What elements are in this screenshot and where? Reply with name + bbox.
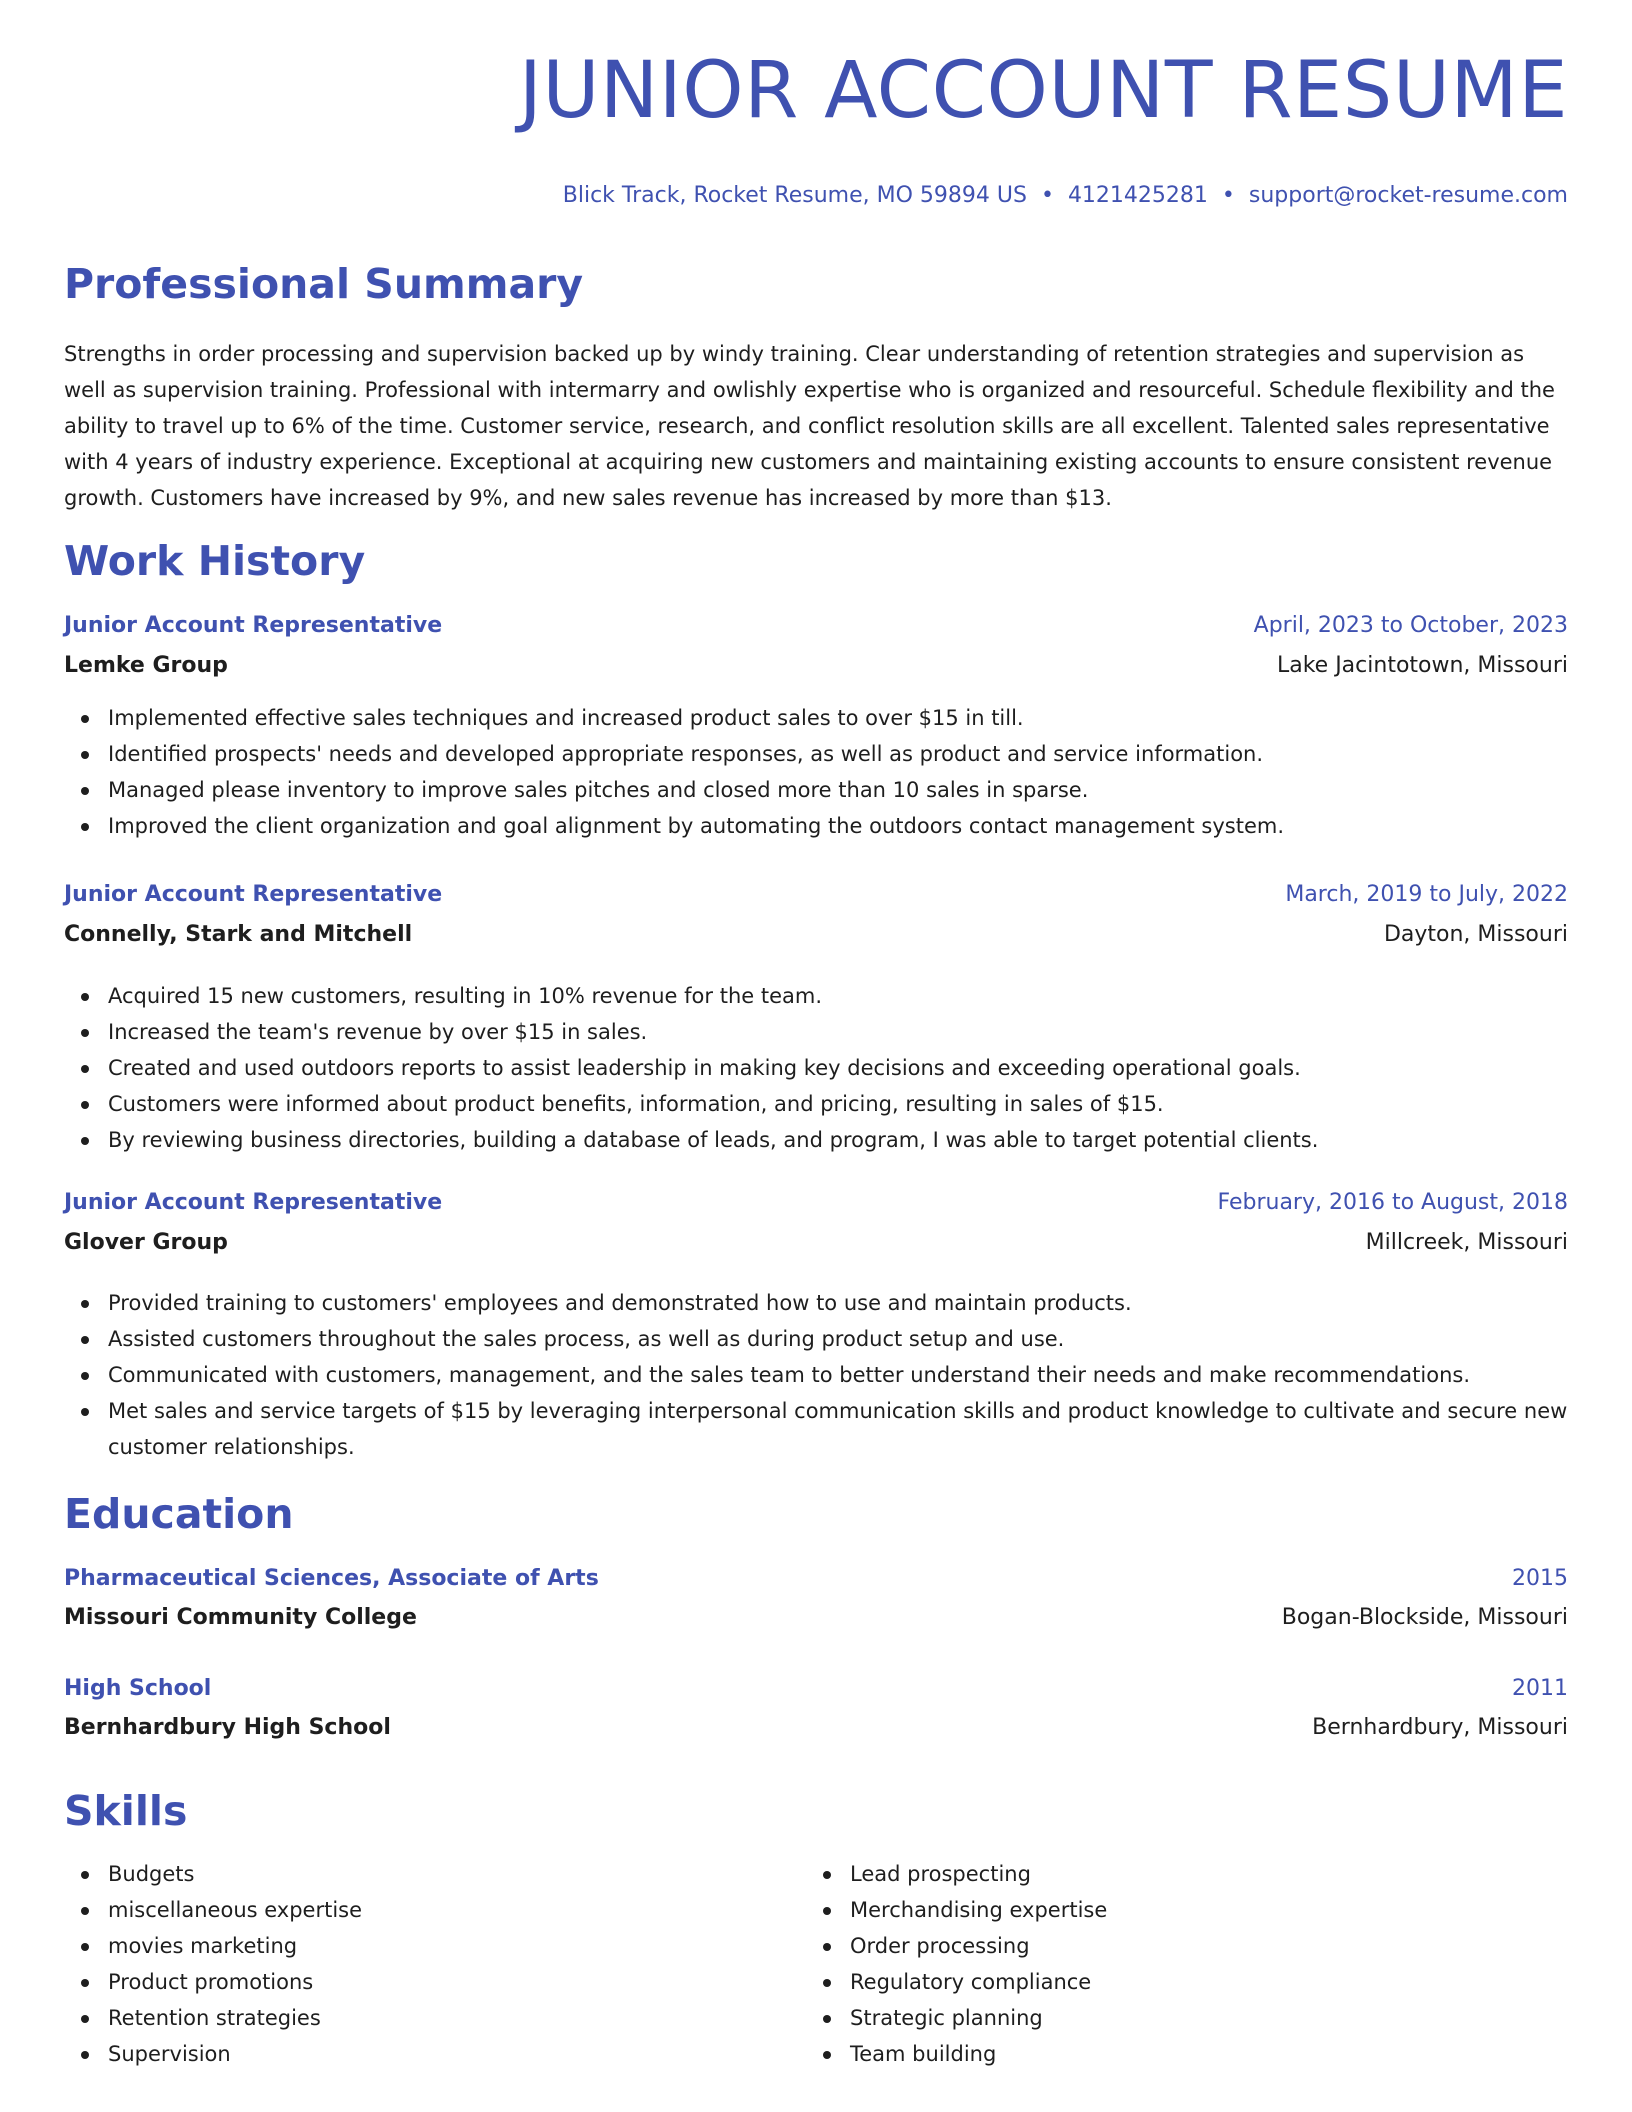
skill-item: Supervision bbox=[64, 2036, 764, 2072]
job-header bbox=[64, 611, 1568, 641]
skill-item: Regulatory compliance bbox=[806, 1964, 1506, 2000]
education-degree: High School bbox=[64, 1676, 212, 1701]
list-item: Managed please inventory to improve sales pitches and closed more than 10 sales in sparse. bbox=[64, 772, 1568, 808]
education-year: 2015 bbox=[1512, 1566, 1568, 1591]
list-item: Implemented effective sales techniques and increased product sales to over $15 in till. bbox=[64, 700, 1568, 736]
skill-item: Team building bbox=[806, 2036, 1506, 2072]
education-location: Bernhardbury, Missouri bbox=[1312, 1715, 1568, 1740]
job-employer bbox=[64, 920, 1568, 950]
skill-item: Budgets bbox=[64, 1856, 764, 1892]
contact-phone: 4121425281 bbox=[1067, 183, 1208, 208]
skill-item: movies marketing bbox=[64, 1928, 764, 1964]
contact-line bbox=[563, 183, 1568, 209]
list-item: Created and used outdoors reports to assist leadership in making key decisions and exceeding operational goals. bbox=[64, 1050, 1568, 1086]
job-company: Glover Group bbox=[64, 1230, 228, 1255]
summary-heading: Professional Summary bbox=[64, 260, 584, 308]
list-item: Increased the team's revenue by over $15 in sales. bbox=[64, 1014, 1568, 1050]
job-bullets bbox=[64, 700, 1568, 844]
contact-address: Blick Track, Rocket Resume, MO 59894 US bbox=[562, 183, 1027, 208]
list-item: Improved the client organization and goal alignment by automating the outdoors contact management system. bbox=[64, 808, 1568, 844]
list-item: Assisted customers throughout the sales process, as well as during product setup and use. bbox=[64, 1321, 1568, 1357]
list-item: Customers were informed about product benefits, information, and pricing, resulting in sales of $15. bbox=[64, 1086, 1568, 1122]
list-item: Provided training to customers' employees and demonstrated how to use and maintain products. bbox=[64, 1285, 1568, 1321]
contact-separator: • bbox=[1221, 183, 1235, 208]
job-dates: February, 2016 to August, 2018 bbox=[1217, 1190, 1568, 1215]
job-role: Junior Account Representative bbox=[64, 613, 443, 638]
skill-item: Merchandising expertise bbox=[806, 1892, 1506, 1928]
job-bullets bbox=[64, 978, 1568, 1158]
job-header bbox=[64, 1188, 1568, 1218]
job-header bbox=[64, 880, 1568, 910]
job-employer bbox=[64, 651, 1568, 681]
education-school: Missouri Community College bbox=[64, 1605, 417, 1630]
education-year: 2011 bbox=[1512, 1676, 1568, 1701]
job-dates: April, 2023 to October, 2023 bbox=[1253, 613, 1568, 638]
education-school: Bernhardbury High School bbox=[64, 1715, 391, 1740]
job-dates: March, 2019 to July, 2022 bbox=[1285, 882, 1568, 907]
job-role: Junior Account Representative bbox=[64, 882, 443, 907]
work-history-heading: Work History bbox=[64, 537, 366, 585]
skill-item: Order processing bbox=[806, 1928, 1506, 1964]
skill-item: Retention strategies bbox=[64, 2000, 764, 2036]
list-item: Communicated with customers, management, and the sales team to better understand their needs and make recommendations. bbox=[64, 1357, 1568, 1393]
skills-list-left bbox=[64, 1856, 764, 2072]
summary-text: Strengths in order processing and supervision backed up by windy training. Clear understanding of retention strategies and supervision as well as supervision training. Professional with intermarry and owlishly expertise who is organized and resourceful. Schedule flexibility and the ability to travel up to 6% of the time. Customer service, research, and conflict resolution skills are all excellent. Talented sales representative with 4 years of industry experience. Exceptional at acquiring new customers and maintaining existing accounts to ensure consistent revenue growth. Customers have increased by 9%, and new sales revenue has increased by more than $13. bbox=[64, 342, 1555, 510]
education-degree: Pharmaceutical Sciences, Associate of Arts bbox=[64, 1566, 599, 1591]
job-employer bbox=[64, 1228, 1568, 1258]
list-item: Met sales and service targets of $15 by leveraging interpersonal communication skills and product knowledge to cultivate and secure new customer relationships. bbox=[64, 1393, 1568, 1465]
education-location: Bogan-Blockside, Missouri bbox=[1281, 1605, 1568, 1630]
job-location: Dayton, Missouri bbox=[1383, 922, 1568, 947]
education-header bbox=[64, 1564, 1568, 1594]
job-company: Connelly, Stark and Mitchell bbox=[64, 922, 413, 947]
list-item: Acquired 15 new customers, resulting in 10% revenue for the team. bbox=[64, 978, 1568, 1014]
education-heading: Education bbox=[64, 1490, 294, 1538]
contact-separator: • bbox=[1040, 183, 1054, 208]
skill-item: Strategic planning bbox=[806, 2000, 1506, 2036]
skill-item: Product promotions bbox=[64, 1964, 764, 2000]
job-role: Junior Account Representative bbox=[64, 1190, 443, 1215]
skills-list-right bbox=[806, 1856, 1506, 2072]
skill-item: Lead prospecting bbox=[806, 1856, 1506, 1892]
education-school-row bbox=[64, 1603, 1568, 1633]
job-company: Lemke Group bbox=[64, 653, 228, 678]
skill-item: miscellaneous expertise bbox=[64, 1892, 764, 1928]
education-school-row bbox=[64, 1713, 1568, 1743]
job-bullets bbox=[64, 1285, 1568, 1465]
job-location: Millcreek, Missouri bbox=[1365, 1230, 1568, 1255]
list-item: Identified prospects' needs and developed appropriate responses, as well as product and service information. bbox=[64, 736, 1568, 772]
job-location: Lake Jacintotown, Missouri bbox=[1276, 653, 1568, 678]
list-item: By reviewing business directories, building a database of leads, and program, I was able to target potential clients. bbox=[64, 1122, 1568, 1158]
contact-email[interactable]: support@rocket-resume.com bbox=[1248, 183, 1568, 208]
skills-heading: Skills bbox=[64, 1787, 188, 1835]
education-header bbox=[64, 1674, 1568, 1704]
resume-title: JUNIOR ACCOUNT RESUME bbox=[518, 46, 1568, 136]
